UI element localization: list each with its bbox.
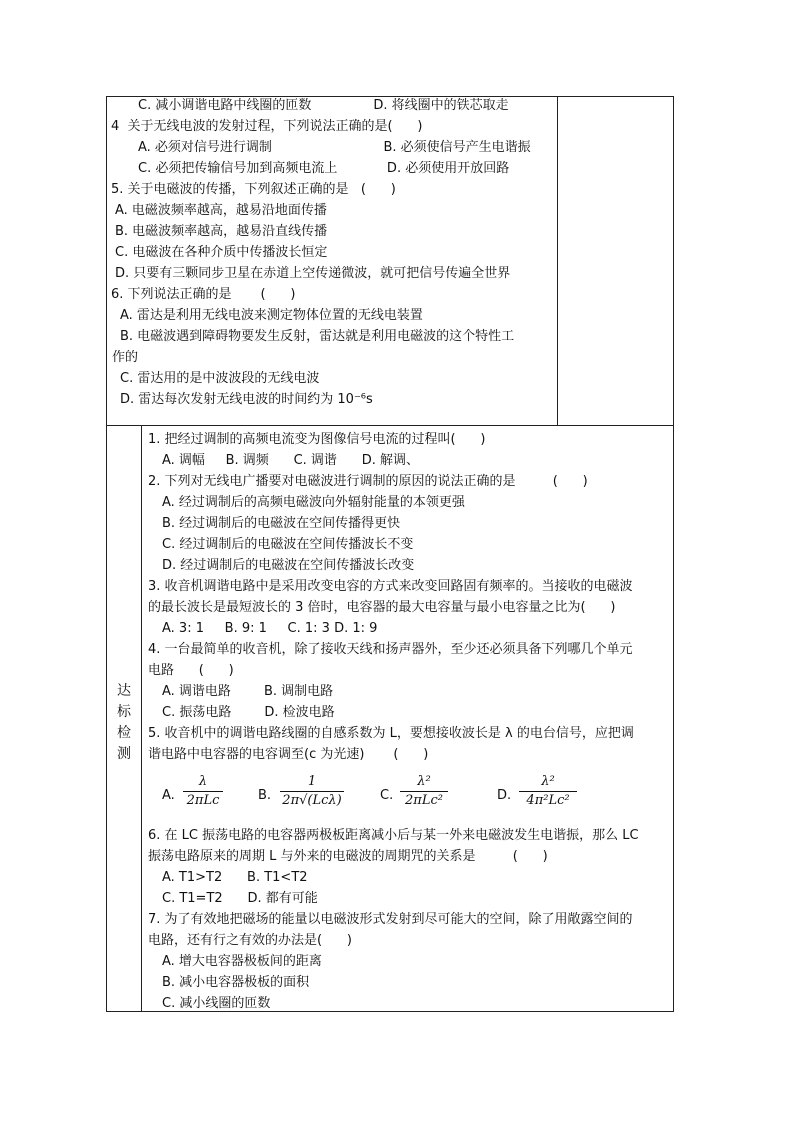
bottom-line: C. 经过调制后的电磁波在空间传播波长不变	[162, 537, 414, 552]
top-line: B. 电磁波遇到障碍物要发生反射，雷达就是利用电磁波的这个特性工	[120, 329, 515, 344]
q5-option-a-numerator: λ	[198, 774, 208, 789]
top-line: 作的	[112, 350, 139, 365]
top-line: C. 必须把传输信号加到高频电流上 D. 必须使用开放回路	[138, 161, 510, 176]
question-2-stem: 2. 下列对无线电广播要对电磁波进行调制的原因的说法正确的是 ( )	[148, 474, 588, 489]
q5-option-d-formula	[519, 774, 577, 809]
q5-option-c-numerator: λ²	[417, 774, 431, 789]
q5-option-c-formula	[400, 774, 448, 809]
question-1-stem: 1. 把经过调制的高频电流变为图像信号电流的过程叫( )	[148, 432, 486, 447]
top-line: D. 雷达每次发射无线电波的时间约为 10⁻⁶s	[120, 392, 373, 407]
q5-option-b-numerator: 1	[307, 774, 317, 789]
bottom-line: B. 减小电容器极板的面积	[162, 975, 310, 990]
q5-option-d-numerator: λ²	[541, 774, 555, 789]
bottom-line: A. 调谐电路 B. 调制电路	[162, 684, 334, 699]
top-line: C. 雷达用的是中波波段的无线电波	[120, 371, 320, 386]
q5-option-c-label: C.	[380, 788, 394, 803]
bottom-line: C. 减小线圈的匝数	[162, 996, 271, 1011]
q5-option-d-label: D.	[497, 788, 512, 803]
side-label-char: 检	[117, 725, 131, 741]
bottom-line: 电路，还有行之有效的办法是( )	[148, 933, 352, 948]
top-right-column-divider	[557, 96, 558, 426]
top-line: A. 必须对信号进行调制 B. 必须使信号产生电谐振	[138, 140, 531, 155]
q5-option-b-label: B.	[258, 788, 272, 803]
q5-option-d-denominator: 4π²Lc²	[526, 793, 570, 808]
q5-option-a-label: A.	[162, 788, 175, 803]
bottom-line: 电路 ( )	[148, 663, 234, 678]
bottom-line: C. 振荡电路 D. 检波电路	[162, 705, 335, 720]
question-5-stem: 5. 关于电磁波的传播，下列叙述正确的是 ( )	[111, 182, 396, 197]
row-divider	[106, 425, 674, 426]
side-label-char: 标	[117, 704, 131, 720]
q5-option-c-denominator: 2πLc²	[405, 793, 443, 808]
top-line: B. 电磁波频率越高，越易沿直线传播	[115, 224, 328, 239]
q5-option-a-denominator: 2πLc	[186, 793, 220, 808]
bottom-line: 振荡电路原来的周期 L 与外来的电磁波的周期咒的关系是 ( )	[148, 849, 548, 864]
bottom-line: A. 经过调制后的高频电磁波向外辐射能量的本领更强	[162, 495, 465, 510]
top-line: A. 电磁波频率越高，越易沿地面传播	[115, 203, 327, 218]
side-label-char: 达	[117, 683, 131, 699]
bottom-line: A. 调幅 B. 调频 C. 调谐 D. 解调、	[162, 453, 419, 468]
bottom-line: C. T1=T2 D. 都有可能	[162, 891, 318, 906]
top-line: A. 雷达是利用无线电波来测定物体位置的无线电装置	[120, 308, 423, 323]
question-5b-stem: 5. 收音机中的调谐电路线圈的自感系数为 L，要想接收波长是 λ 的电台信号，应把调	[148, 726, 634, 741]
side-label-column-divider	[141, 425, 142, 1012]
bottom-line: B. 经过调制后的电磁波在空间传播得更快	[162, 516, 401, 531]
bottom-line: 谐电路中电容器的电容调至(c 为光速) ( )	[148, 747, 429, 762]
top-line: D. 只要有三颗同步卫星在赤道上空传递微波，就可把信号传遍全世界	[115, 266, 511, 281]
bottom-line: A. 3: 1 B. 9: 1 C. 1: 3 D. 1: 9	[162, 621, 378, 636]
top-line: C. 减小调谐电路中线圈的匝数 D. 将线圈中的铁芯取走	[138, 98, 509, 113]
question-6b-stem: 6. 在 LC 振荡电路的电容器两极板距离减小后与某一外来电磁波发生电谐振，那么 LC	[148, 828, 639, 843]
bottom-line: D. 经过调制后的电磁波在空间传播波长改变	[162, 558, 415, 573]
bottom-line: A. T1>T2 B. T1<T2	[162, 870, 308, 885]
question-4b-stem: 4. 一台最简单的收音机，除了接收天线和扬声器外，至少还必须具备下列哪几个单元	[148, 642, 633, 657]
side-label-char: 测	[117, 746, 131, 762]
bottom-line: 的最长波长是最短波长的 3 倍时，电容器的最大电容量与最小电容量之比为( )	[148, 600, 616, 615]
bottom-line: A. 增大电容器极板间的距离	[162, 954, 322, 969]
top-line: C. 电磁波在各种介质中传播波长恒定	[115, 245, 328, 260]
question-4-stem: 4 关于无线电波的发射过程，下列说法正确的是( )	[111, 119, 423, 134]
question-3-stem: 3. 收音机调谐电路中是采用改变电容的方式来改变回路固有频率的。当接收的电磁波	[148, 579, 633, 594]
q5-option-b-formula	[280, 774, 344, 809]
q5-option-b-denominator: 2π√(Lcλ)	[282, 793, 342, 808]
question-6-stem: 6. 下列说法正确的是 ( )	[111, 287, 296, 302]
question-7-stem: 7. 为了有效地把磁场的能量以电磁波形式发射到尽可能大的空间，除了用敞露空间的	[148, 912, 633, 927]
q5-option-a-formula	[183, 774, 223, 809]
